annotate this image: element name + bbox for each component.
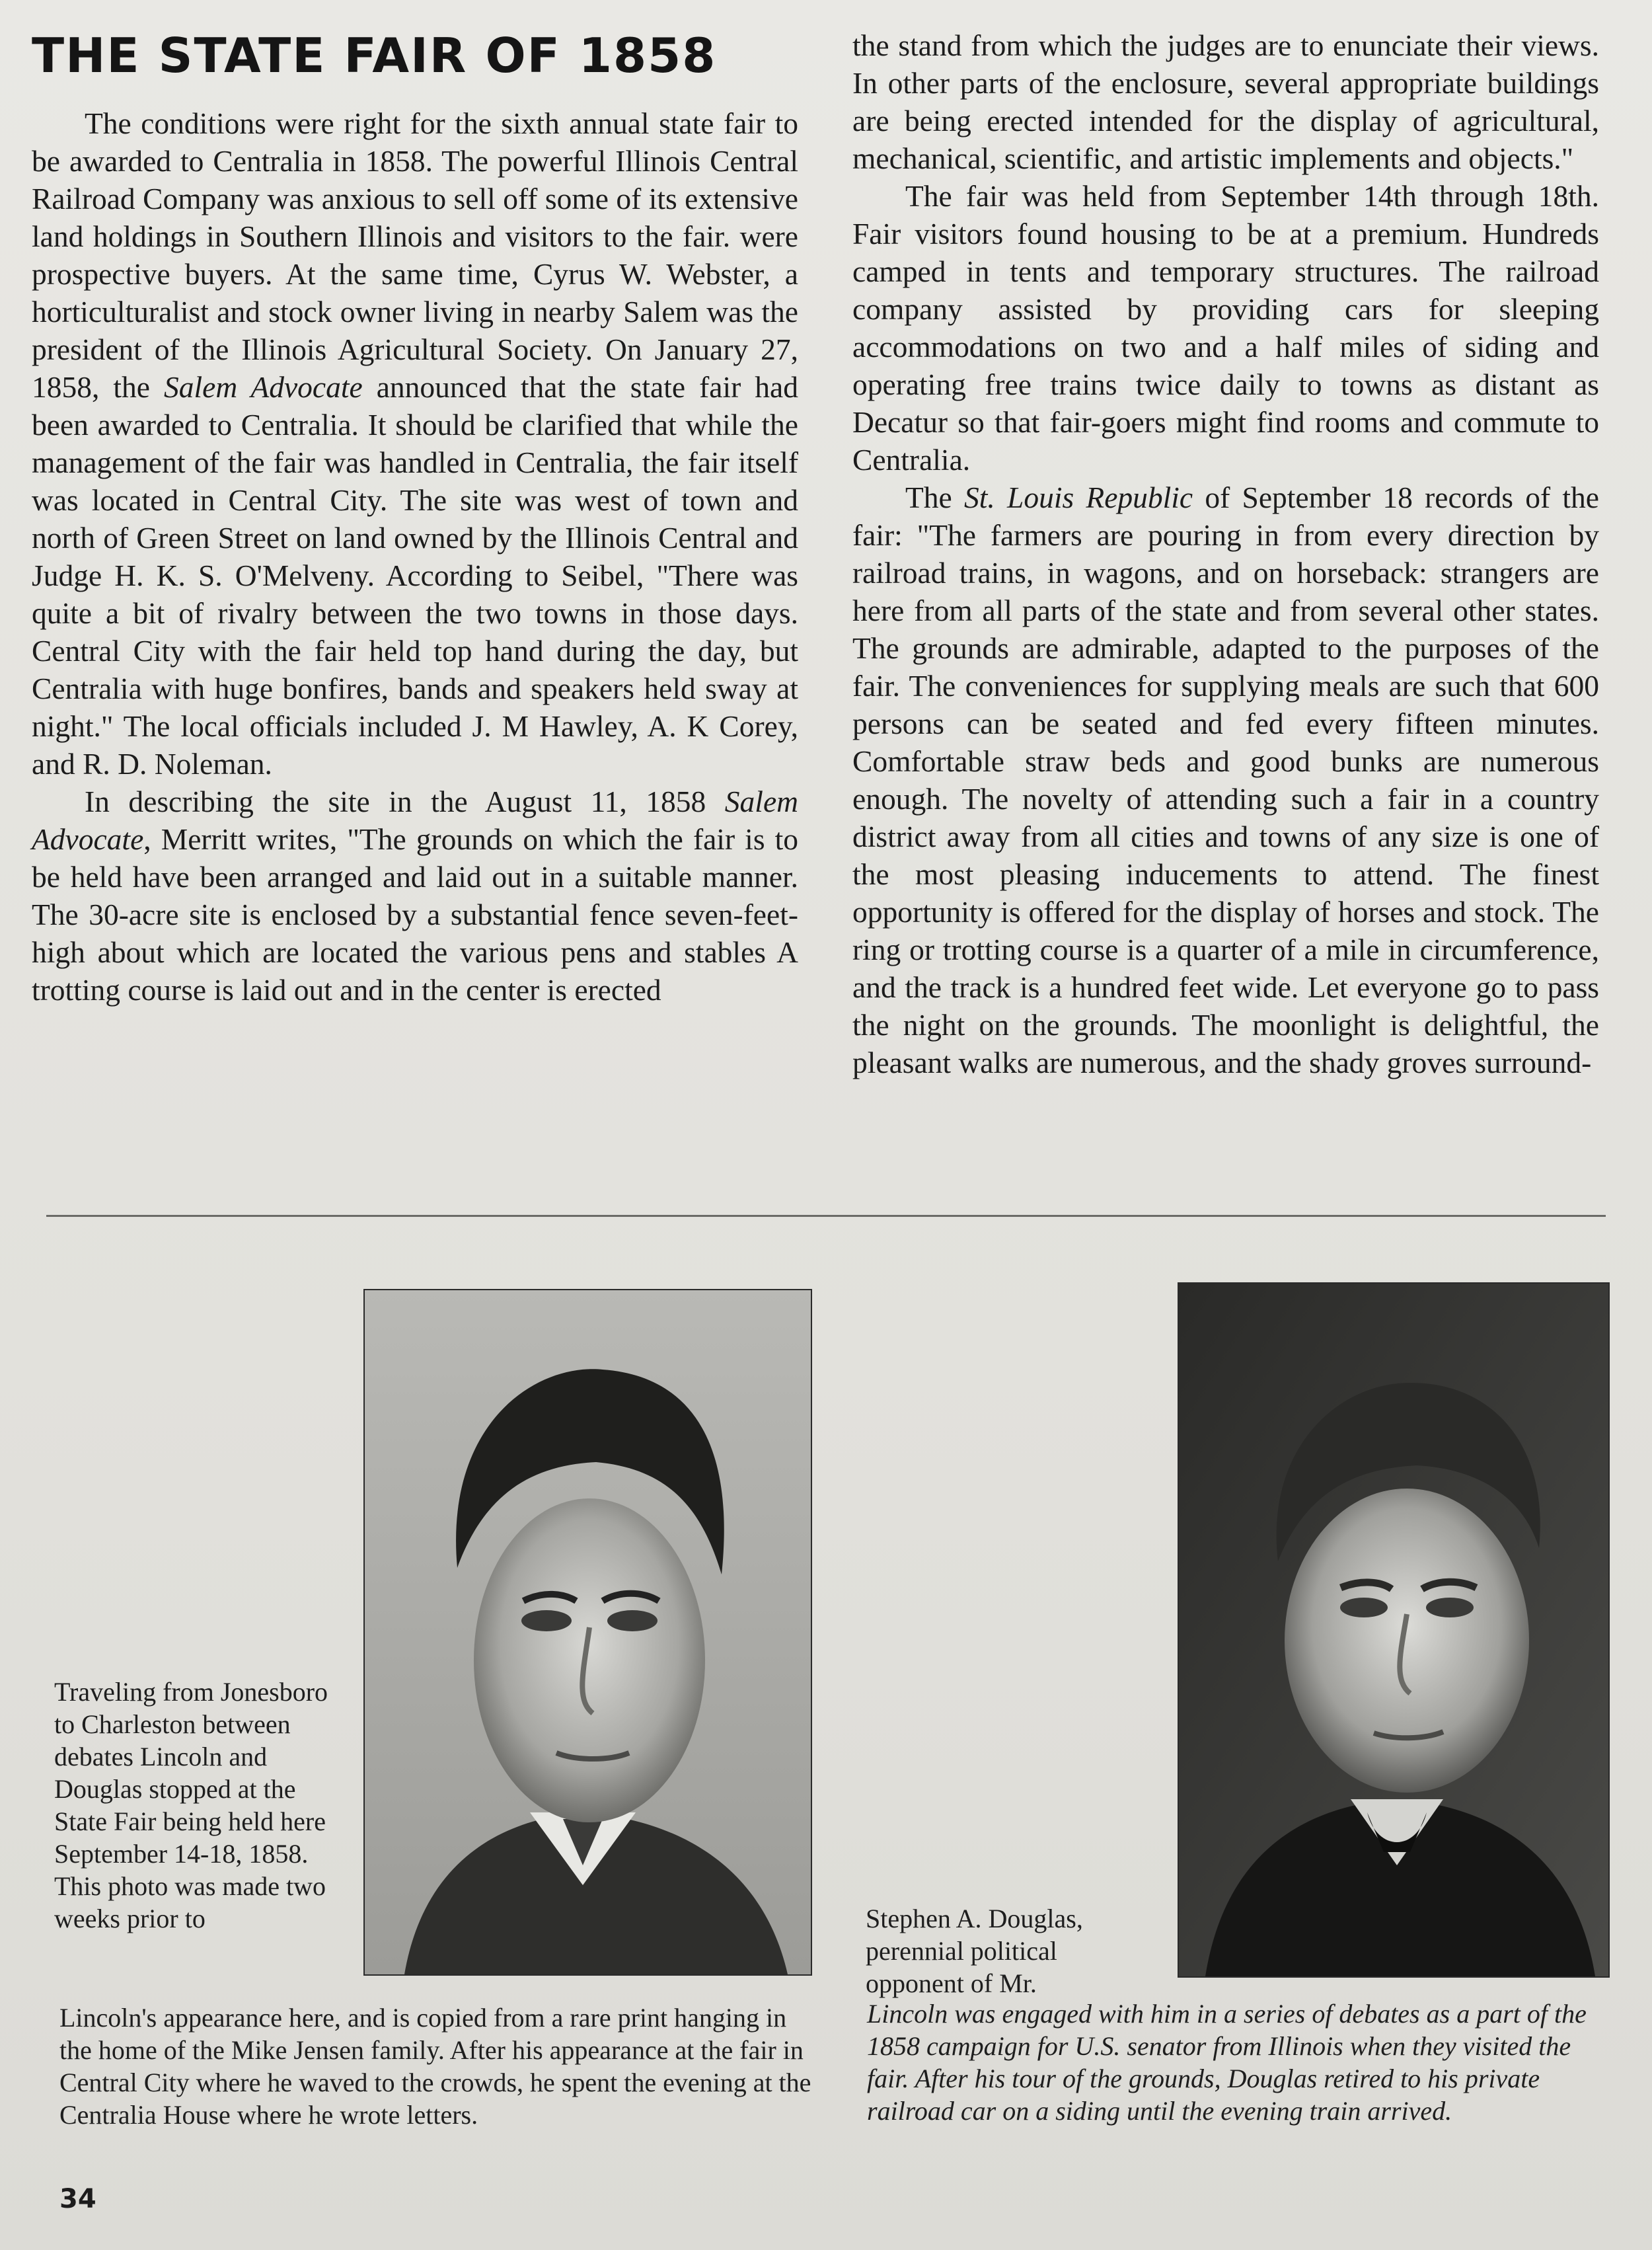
left-paragraph-1: The conditions were right for the sixth annual state fair to be awarded to Centralia in 1858. The powerful Illinois Central Railroad Company was anxious to sell off some of its extensive land holdings in Southern Illinois and visitors to the fair. were prospective buyers. At the same time, Cyrus W. Webster, a horticulturalist and stock owner living in nearby Salem was the president of the Illinois Agricultural Society. On January 27, 1858, the Salem Advocate announced that the state fair had been awarded to Centralia. It should be clarified that while the management of the fair was handled in Centralia, the fair itself was located in Central City. The site was west of town and north of Green Street on land owned by the Illinois Central and Judge H. K. S. O'Melveny. According to Seibel, "There was quite a bit of rivalry between the two towns in those days. Central City with the fair held top hand during the day, but Centralia with huge bonfires, bands and speakers held sway at night." The local officials included J. M Hawley, A. K Corey, and R. D. Noleman.: [32, 106, 798, 781]
right-paragraph-2: The fair was held from September 14th through 18th. Fair visitors found housing to be at a premium. Hundreds camped in tents and temporary structures. The railroad company assisted by providing cars for sleeping accommodations on two and a half miles of siding and operating free trains twice daily to towns as distant as Decatur so that fair-goers might find rooms and commute to Centralia.: [852, 179, 1599, 477]
lincoln-caption-part-2: Lincoln's appearance here, and is copied from a rare print hanging in the home of the Mike Jensen family. After his appearance at the fair in Central City where he waved to the crowds, he spent the evening at the Centralia House where he wrote letters.: [59, 2003, 811, 2130]
article-title: THE STATE FAIR OF 1858: [32, 28, 717, 83]
left-paragraph-2: In describing the site in the August 11, 1858 Salem Advocate, Merritt writes, "The grounds on which the fair is to be held have been arranged and laid out in a suitable manner. The 30-acre site is enclosed by a substantial fence seven-feet-high about which are located the various pens and stables A trotting course is laid out and in the center is erected: [32, 785, 798, 1007]
right-column: [852, 26, 1599, 1081]
right-paragraph-3: The St. Louis Republic of September 18 records of the fair: "The farmers are pouring in from every direction by railroad trains, in wagons, and on horseback: strangers are here from all parts of the state and from several other states. The grounds are admirable, adapted to the purposes of the fair. The conveniences for supplying meals are such that 600 persons can be seated and fed every fifteen minutes. Comfortable straw beds and good bunks are numerous enough. The novelty of attending such a fair in a country district away from all cities and towns of any size is one of the most pleasing inducements to attend. The finest opportunity is offered for the display of horses and stock. The ring or trotting course is a quarter of a mile in circumference, and the track is a hundred feet wide. Let everyone go to pass the night on the grounds. The moonlight is delightful, the pleasant walks are numerous, and the shady groves surround-: [852, 481, 1599, 1079]
right-paragraph-1: the stand from which the judges are to enunciate their views. In other parts of the enclosure, several appropriate buildings are being erected intended for the display of agricultural, mechanical, scientific, and artistic implements and objects.": [852, 28, 1599, 175]
douglas-caption-part-2: Lincoln was engaged with him in a series of debates as a part of the 1858 campaign for U.S. senator from Illinois when they visited the fair. After his tour of the grounds, Douglas retired to his private railroad car on a siding until the evening train arrived.: [867, 1999, 1587, 2126]
left-column: [32, 104, 798, 1009]
douglas-portrait-photo: [1178, 1282, 1610, 1978]
douglas-caption-part-1: Stephen A. Douglas, perennial political opponent of Mr.: [866, 1904, 1083, 1998]
lincoln-portrait-photo: [363, 1289, 812, 1976]
lincoln-caption-part-1: Traveling from Jonesboro to Charleston between debates Lincoln and Douglas stopped at the State Fair being held here September 14-18, 1858. This photo was made two weeks prior to: [54, 1677, 328, 1933]
horizontal-divider: [46, 1215, 1606, 1217]
page-number: 34: [59, 2184, 96, 2214]
